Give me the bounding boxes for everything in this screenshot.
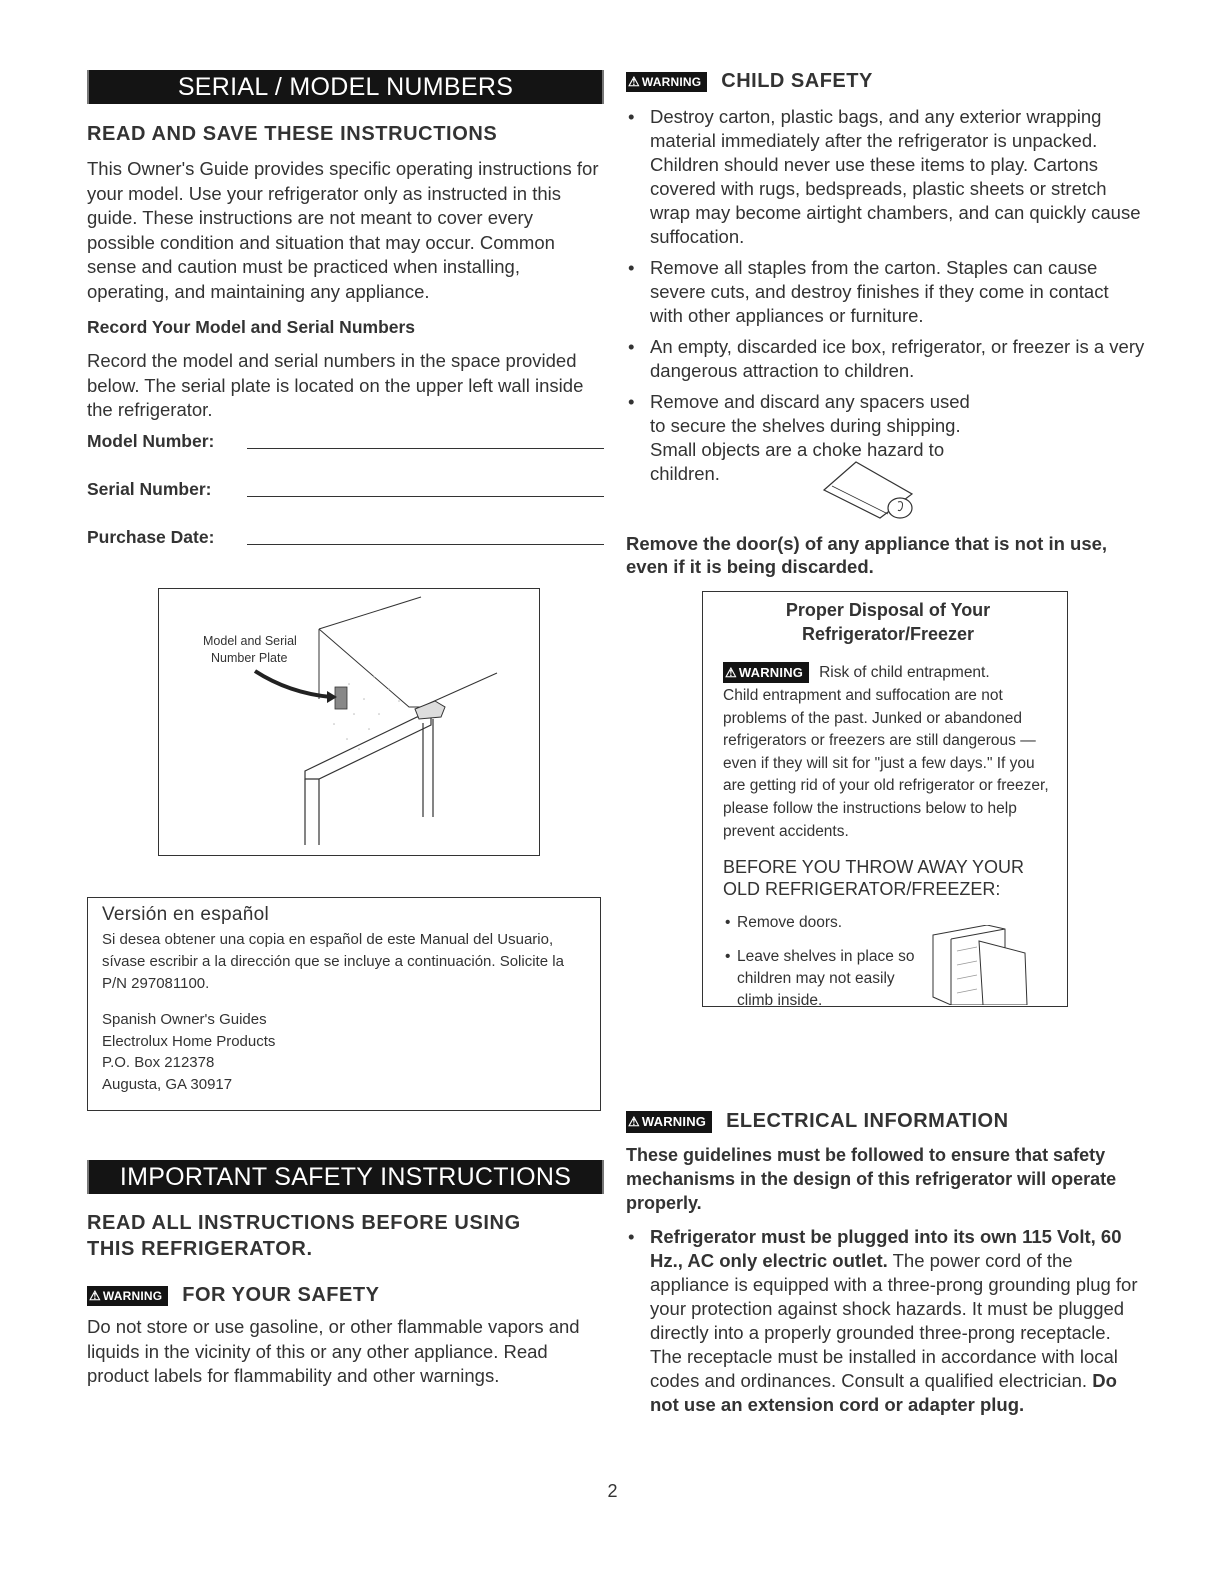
- address-line: Electrolux Home Products: [102, 1032, 276, 1050]
- model-number-line: [247, 429, 604, 449]
- figure-label-line1: Model and Serial: [203, 634, 297, 648]
- child-safety-list: [626, 105, 1146, 486]
- serial-number-field: [87, 476, 604, 500]
- child-safety-header: [626, 70, 1146, 93]
- model-number-label: Model Number:: [87, 430, 215, 451]
- warning-badge: [723, 662, 809, 683]
- electrical-list: [626, 1225, 1146, 1417]
- list-item: • Remove and discard any spacers used to secure the shelves during shipping. Small objects are a choke hazard to children.: [626, 390, 1146, 486]
- address-line: Spanish Owner's Guides: [102, 1011, 267, 1028]
- right-column: [626, 70, 1146, 1415]
- purchase-date-field: [87, 524, 604, 548]
- warning-triangle-icon: ⚠: [628, 1113, 640, 1129]
- for-your-safety-header: [87, 1284, 604, 1307]
- for-your-safety-title: FOR YOUR SAFETY: [182, 1284, 380, 1306]
- warning-triangle-icon: ⚠: [89, 1287, 101, 1303]
- list-item: • Remove all staples from the carton. Staples can cause severe cuts, and destroy finishes if they come in contact with other appliances or furniture.: [626, 256, 1146, 328]
- record-heading: Record Your Model and Serial Numbers: [87, 317, 416, 337]
- left-column: [87, 70, 604, 1386]
- list-item: • Destroy carton, plastic bags, and any exterior wrapping material immediately after the refrigerator is unpacked. Children should never use these items to play. Cartons covered with rugs, bedspreads, plastic sheets or stretch wrap may become airtight chambers, and can quickly cause suffocation.: [626, 105, 1146, 249]
- list-item: • Remove doors.: [723, 912, 933, 934]
- serial-plate-figure: [158, 588, 540, 856]
- child-safety-title: CHILD SAFETY: [721, 70, 873, 92]
- disposal-title-line2: Refrigerator/Freezer: [801, 624, 975, 644]
- before-throw-line2: OLD REFRIGERATOR/FREEZER:: [723, 879, 1001, 900]
- model-number-field: [87, 428, 604, 452]
- disposal-text: Child entrapment and suffocation are not problems of the past. Junked or abandoned refrigerators or freezers are still dangerous — even if they will sit for "just a few days." If you are getting rid of your old refrigerator or freezer, please follow the instructions below to help prevent accidents.: [723, 687, 1049, 840]
- before-throw-heading: [723, 856, 1053, 900]
- refrigerator-corner-illustration: [159, 589, 539, 855]
- for-your-safety-text: Do not store or use gasoline, or other flammable vapors and liquids in the vicinity of this or any other appliance. Read product labels for flammability and other warnings.: [87, 1316, 580, 1386]
- figure-label-line2: Number Plate: [211, 651, 288, 665]
- read-save-heading: READ AND SAVE THESE INSTRUCTIONS: [87, 123, 498, 145]
- refrigerator-doors-removed-icon: [927, 925, 1045, 1005]
- grounding-text: The power cord of the appliance is equipped with a three-prong grounding plug for your protection against shock hazards. It must be plugged directly into a properly grounded three-prong receptacle. The receptacle must be installed in accordance with local codes and ordinances. Consult a qualified electrician.: [650, 1250, 1138, 1391]
- serial-number-line: [247, 477, 604, 497]
- purchase-date-label: Purchase Date:: [87, 526, 215, 547]
- warning-badge-label: WARNING: [641, 1114, 707, 1129]
- warning-badge: [626, 72, 707, 92]
- read-all-line1: READ ALL INSTRUCTIONS BEFORE USING: [87, 1212, 521, 1234]
- warning-triangle-icon: ⚠: [725, 664, 737, 680]
- list-item: • Leave shelves in place so children may not easily climb inside.: [723, 946, 933, 1012]
- warning-badge-label: WARNING: [641, 74, 702, 89]
- serial-model-banner: SERIAL / MODEL NUMBERS: [87, 70, 604, 104]
- page-number: 2: [607, 1481, 618, 1501]
- proper-disposal-box: [702, 591, 1068, 1010]
- spanish-version-box: [87, 897, 601, 1111]
- important-safety-section: [87, 1160, 604, 1389]
- list-item: [626, 1225, 1146, 1417]
- record-paragraph: Record the model and serial numbers in the space provided below. The serial plate is located on the upper left wall inside the refrigerator.: [87, 350, 584, 420]
- warning-badge: [626, 1111, 712, 1133]
- choke-hazard-icon: [816, 450, 926, 522]
- electrical-section: [626, 1110, 1146, 1424]
- important-safety-banner: IMPORTANT SAFETY INSTRUCTIONS: [87, 1160, 604, 1194]
- warning-badge-label: WARNING: [102, 1288, 163, 1303]
- serial-plate-mark: [335, 687, 347, 709]
- risk-text: Risk of child entrapment.: [819, 663, 990, 681]
- spanish-title: Versión en español: [102, 904, 270, 925]
- outlet-requirement: Refrigerator must be plugged into its own 115 Volt, 60 Hz., AC only electric outlet.: [650, 1226, 1122, 1271]
- warning-badge-label: WARNING: [738, 665, 804, 680]
- disposal-title-line1: Proper Disposal of Your: [785, 600, 991, 620]
- electrical-lead: These guidelines must be followed to ensure that safety mechanisms in the design of this refrigerator will operate properly.: [626, 1145, 1117, 1213]
- spanish-address: [102, 1009, 586, 1095]
- read-all-heading: [87, 1210, 604, 1262]
- purchase-date-line: [247, 525, 604, 545]
- disposal-warning-row: [723, 662, 1053, 683]
- serial-number-label: Serial Number:: [87, 478, 212, 499]
- electrical-header: [626, 1110, 1146, 1133]
- disposal-title: [723, 598, 1053, 646]
- list-item: • An empty, discarded ice box, refrigerator, or freezer is a very dangerous attraction to children.: [626, 335, 1146, 383]
- spanish-text: Si desea obtener una copia en español de este Manual del Usuario, sívase escribir a la dirección que se incluye a continuación. Solicite la P/N 297081100.: [102, 931, 564, 992]
- warning-badge: [87, 1286, 168, 1306]
- intro-paragraph: This Owner's Guide provides specific operating instructions for your model. Use your refrigerator only as instructed in this guide. These instructions are not meant to cover every possible condition and situation that may occur. Common sense and caution must be practiced when installing, operating, and maintaining any appliance.: [87, 158, 599, 302]
- address-line: P.O. Box 212378: [102, 1054, 215, 1071]
- disposal-list: [723, 912, 933, 1012]
- address-line: Augusta, GA 30917: [102, 1075, 233, 1093]
- read-all-line2: THIS REFRIGERATOR.: [87, 1238, 313, 1260]
- no-extension-cord: Do not use an extension cord or adapter plug.: [650, 1370, 1117, 1415]
- warning-triangle-icon: ⚠: [628, 73, 640, 89]
- electrical-title: ELECTRICAL INFORMATION: [726, 1110, 1009, 1132]
- before-throw-line1: BEFORE YOU THROW AWAY YOUR: [723, 857, 1025, 878]
- remove-door-note: Remove the door(s) of any appliance that is not in use, even if it is being discarded.: [626, 533, 1108, 577]
